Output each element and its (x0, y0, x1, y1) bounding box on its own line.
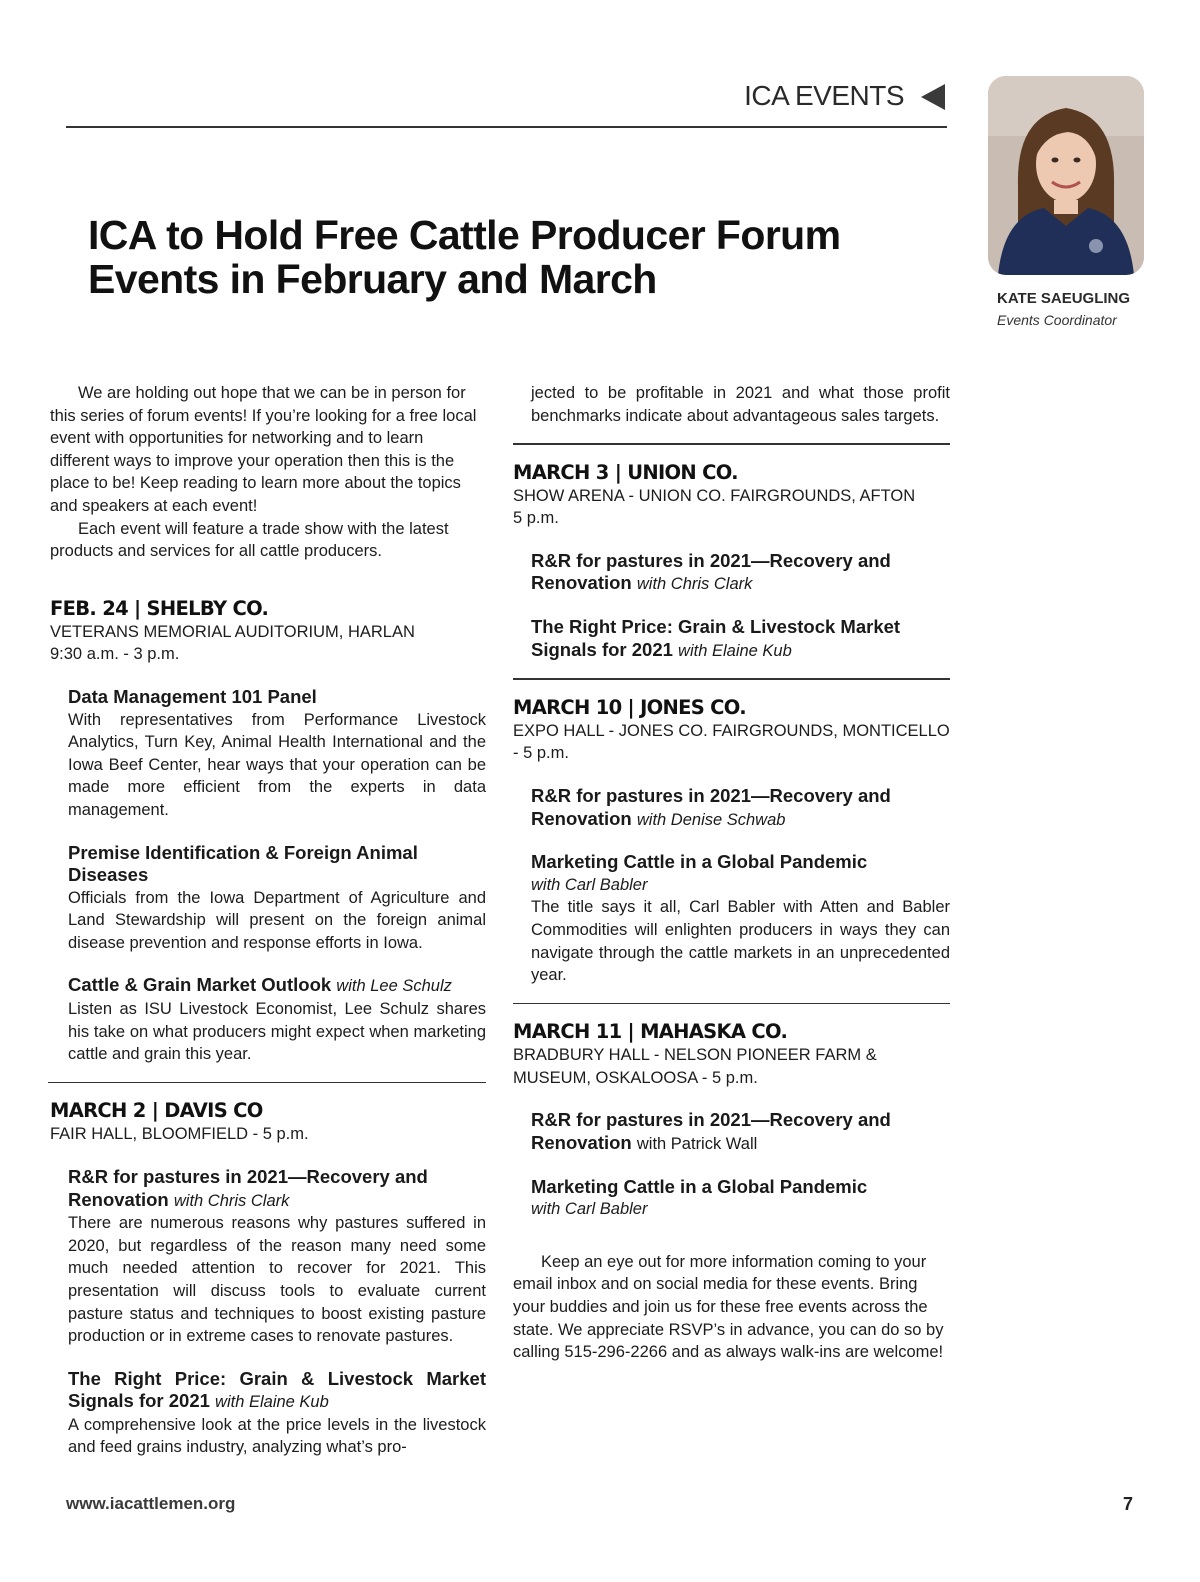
talk-title: Premise Identification & Foreign Animal Diseases (68, 841, 418, 886)
talk-title: Data Management 101 Panel (68, 685, 317, 707)
talk-description: Officials from the Iowa Department of Agriculture and Land Stewardship will present on the foreign animal disease prevention and response efforts in Iowa. (68, 888, 486, 952)
talk-speaker: with Lee Schulz (336, 977, 452, 996)
event-location: VETERANS MEMORIAL AUDITORIUM, HARLAN (50, 622, 415, 641)
talk-heading (531, 550, 950, 596)
right-column (513, 382, 950, 1364)
event-shelby (50, 597, 486, 1066)
talk-speaker: with Elaine Kub (215, 1393, 329, 1412)
event-time: 5 p.m. (513, 509, 559, 528)
talk-speaker: with Patrick Wall (636, 1134, 758, 1153)
left-column (50, 382, 486, 1459)
talk-title: R&R for pastures in 2021—Recovery and Renovation (68, 1165, 428, 1210)
talk-description: With representatives from Performance Livestock Analytics, Turn Key, Animal Health International and the Iowa Beef Center, hear ways that your operation can be made more efficient from the experts in data management. (68, 710, 486, 819)
section-label: ICA EVENTS (744, 80, 904, 111)
article-headline: ICA to Hold Free Cattle Producer Forum Events in February and March (88, 212, 841, 302)
talk-title: The Right Price: Grain & Livestock Market Signals for 2021 (531, 616, 901, 660)
event-time: 9:30 a.m. - 3 p.m. (50, 645, 180, 664)
event-jones (513, 696, 950, 987)
event-location: BRADBURY HALL - NELSON PIONEER FARM & MUSEUM, OSKALOOSA - 5 p.m. (513, 1046, 877, 1087)
talk-speaker: with Elaine Kub (678, 641, 792, 660)
event-mahaska (513, 1020, 950, 1221)
talk-description: The title says it all, Carl Babler with Atten and Babler Commodities will enlighten producers in ways they can navigate through the cattle markets in an unprecedented year. (531, 898, 950, 985)
talk (68, 842, 486, 955)
coordinator-photo (988, 76, 1144, 275)
event-location: EXPO HALL - JONES CO. FAIRGROUNDS, MONTICELLO - 5 p.m. (513, 721, 950, 763)
talk (531, 1109, 950, 1155)
talk-speaker: with Chris Clark (636, 575, 753, 594)
page-number: 7 (1123, 1494, 1134, 1514)
event-divider (48, 1082, 486, 1084)
event-divider (513, 1003, 950, 1005)
talk-description: Listen as ISU Livestock Economist, Lee Schulz shares his take on what producers might expect when marketing cattle and grain this year. (68, 1000, 486, 1064)
event-union (513, 461, 950, 663)
talk-title: R&R for pastures in 2021—Recovery and Renovation (531, 784, 891, 829)
talk-title: R&R for pastures in 2021—Recovery and Renovation (531, 549, 891, 594)
talk-speaker: with Denise Schwab (636, 810, 786, 829)
talk (68, 1368, 486, 1459)
intro-paragraph: We are holding out hope that we can be in person for this series of forum events! If you’re looking for a free local event with opportunities for networking and to learn different ways to improve your operation then this is the place to be! Keep reading to learn more about the topics and speakers at each event! (50, 384, 477, 515)
talk-title: The Right Price: Grain & Livestock Market Signals for 2021 (68, 1367, 486, 1412)
talk-title: R&R for pastures in 2021—Recovery and Renovation (531, 1109, 891, 1153)
header-divider (66, 126, 947, 128)
coordinator-name: KATE SAEUGLING (997, 290, 1131, 307)
talk-description: A comprehensive look at the price levels in the livestock and feed grains industry, analyzing what’s pro- (68, 1415, 486, 1457)
event-title: MARCH 11 | MAHASKA CO. (513, 1020, 788, 1044)
talk-speaker: with Chris Clark (173, 1191, 290, 1210)
talk-heading (68, 974, 486, 998)
talk-description: There are numerous reasons why pastures suffered in 2020, but regardless of the reason many need some much needed attention to recover for 2021. This presentation will discuss tools to evaluate current pasture status and techniques to boost existing pasture production or in extreme cases to renovate pastures. (68, 1214, 486, 1346)
talk-title: Cattle & Grain Market Outlook (68, 974, 332, 996)
talk-title: Marketing Cattle in a Global Pandemic (531, 851, 868, 873)
event-title: FEB. 24 | SHELBY CO. (50, 596, 269, 620)
talk (68, 974, 486, 1065)
event-location: FAIR HALL, BLOOMFIELD - 5 p.m. (50, 1125, 309, 1144)
talk (531, 616, 950, 662)
talk-heading (531, 1109, 950, 1155)
event-davis (50, 1099, 486, 1459)
talk-speaker: with Carl Babler (531, 1200, 648, 1219)
talk (68, 686, 486, 822)
talk-description-continued: jected to be profitable in 2021 and what those profit benchmarks indicate about advantageous sales targets. (531, 384, 950, 425)
talk-speaker: with Carl Babler (531, 875, 648, 894)
talk-heading (531, 785, 950, 831)
left-arrow-icon (921, 84, 945, 110)
event-title: MARCH 2 | DAVIS CO (50, 1099, 263, 1123)
talk (531, 1176, 950, 1221)
event-divider (513, 678, 950, 680)
talk-heading (531, 616, 950, 662)
closing-paragraph: Keep an eye out for more information coming to your email inbox and on social media for these events. Bring your buddies and join us for these free events across the state. We appreciate RSVP’s in advance, you can do so by calling 515-296-2266 and as always walk-ins are welcome! (513, 1252, 944, 1362)
talk-heading (68, 1368, 486, 1414)
talk (531, 550, 950, 596)
event-title: MARCH 3 | UNION CO. (513, 460, 738, 484)
intro-paragraph: Each event will feature a trade show with the latest products and services for all cattle producers. (50, 519, 449, 561)
footer-website-link[interactable]: www.iacattlemen.org (66, 1494, 236, 1513)
event-divider (513, 443, 950, 445)
talk (531, 851, 950, 987)
talk (531, 785, 950, 831)
talk (68, 1166, 486, 1348)
event-location: SHOW ARENA - UNION CO. FAIRGROUNDS, AFTON (513, 486, 916, 505)
event-title: MARCH 10 | JONES CO. (513, 695, 746, 719)
talk-title: Marketing Cattle in a Global Pandemic (531, 1175, 868, 1197)
coordinator-role: Events Coordinator (997, 312, 1117, 328)
talk-heading (68, 1166, 486, 1212)
